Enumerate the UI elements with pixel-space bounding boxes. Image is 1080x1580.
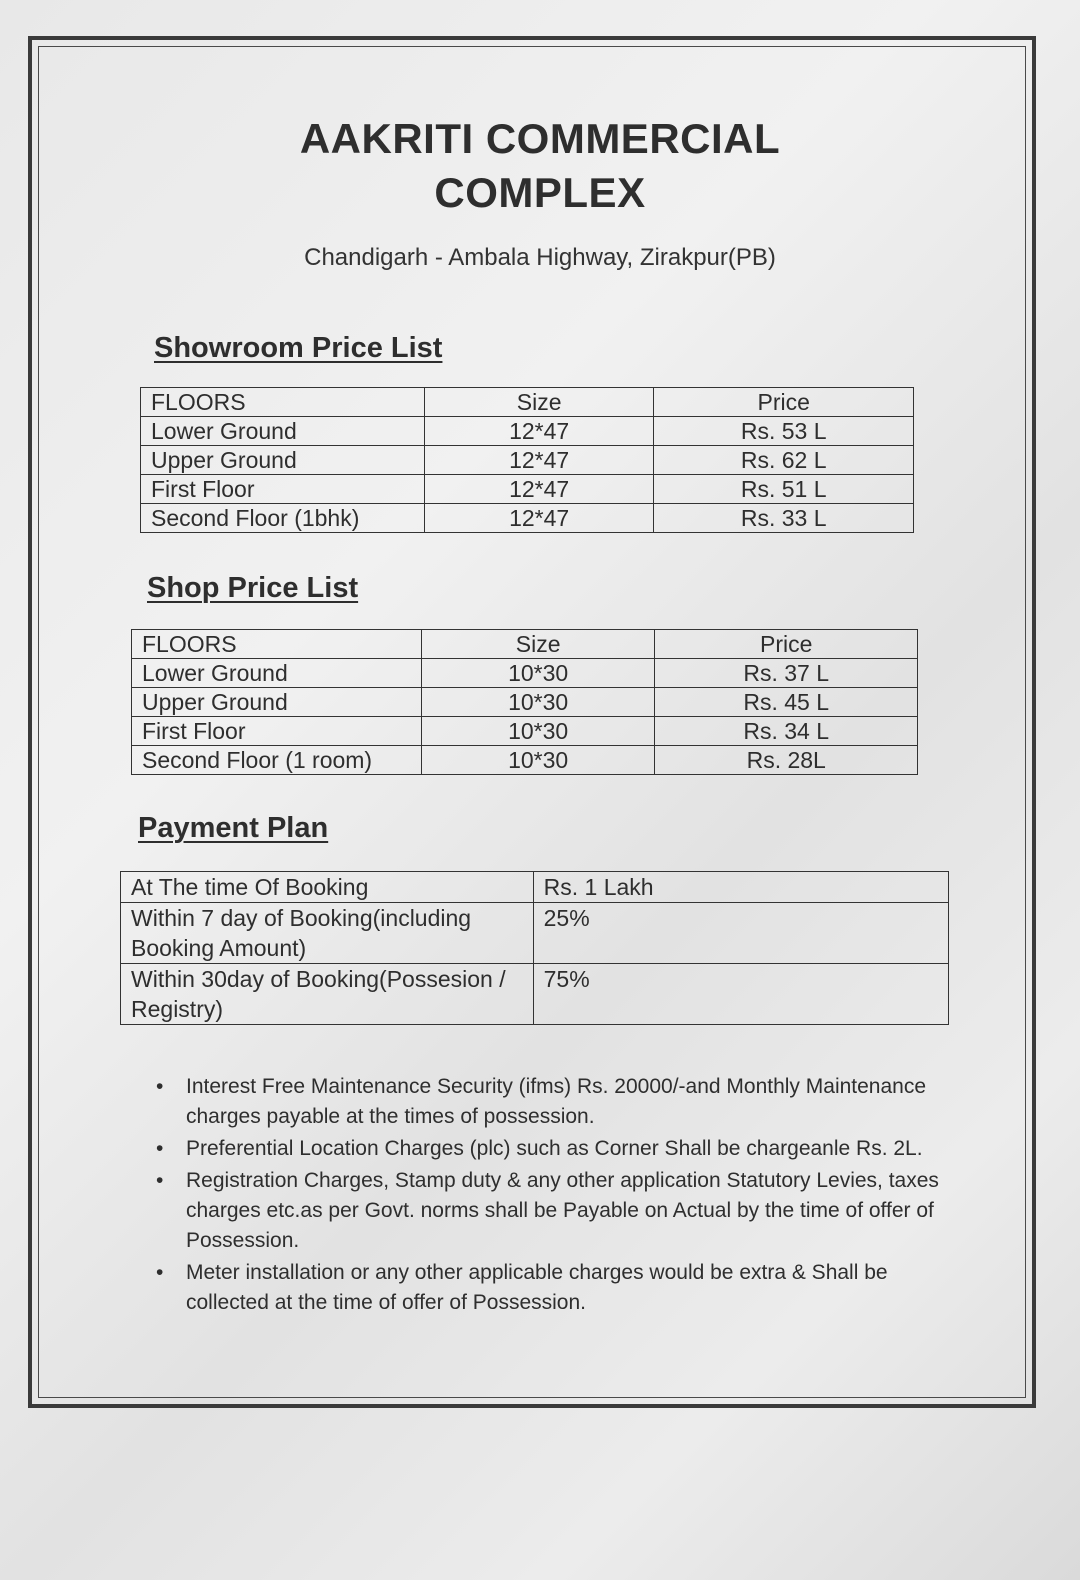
table-header-row (132, 630, 918, 659)
floor-cell: Lower Ground (141, 417, 425, 446)
bullet-icon: • (156, 1075, 164, 1098)
note-text: Preferential Location Charges (plc) such as Corner Shall be chargeanle Rs. 2L. (186, 1137, 923, 1160)
list-item (152, 1166, 952, 1256)
size-cell: 12*47 (424, 417, 654, 446)
table-row (141, 475, 914, 504)
payment-stage-cell: Within 7 day of Booking(including Booking Amount) (121, 903, 534, 964)
floor-cell: Second Floor (1bhk) (141, 504, 425, 533)
payment-stage-cell: Within 30day of Booking(Possesion / Registry) (121, 964, 534, 1025)
size-cell: 10*30 (421, 659, 655, 688)
floor-cell: Lower Ground (132, 659, 422, 688)
price-cell: Rs. 33 L (654, 504, 914, 533)
table-row (121, 964, 949, 1025)
payment-stage-cell: At The time Of Booking (121, 872, 534, 903)
floor-cell: First Floor (141, 475, 425, 504)
terms-list (152, 1072, 952, 1320)
size-cell: 12*47 (424, 504, 654, 533)
shop-heading: Shop Price List (147, 572, 359, 604)
table-row (132, 746, 918, 775)
table-row (141, 446, 914, 475)
showroom-heading: Showroom Price List (154, 332, 443, 364)
header-size: Size (424, 388, 654, 417)
header-floors: FLOORS (132, 630, 422, 659)
payment-plan-table (120, 871, 949, 1025)
address-subtitle: Chandigarh - Ambala Highway, Zirakpur(PB) (304, 244, 776, 271)
header-price: Price (654, 388, 914, 417)
floor-cell: Second Floor (1 room) (132, 746, 422, 775)
table-row (121, 872, 949, 903)
document-title (0, 112, 1080, 220)
floor-cell: Upper Ground (132, 688, 422, 717)
title-line-2: COMPLEX (434, 169, 646, 216)
shop-price-table (131, 629, 918, 775)
floor-cell: First Floor (132, 717, 422, 746)
table-row (121, 903, 949, 964)
table-row (141, 417, 914, 446)
floor-cell: Upper Ground (141, 446, 425, 475)
bullet-icon: • (156, 1137, 164, 1160)
size-cell: 12*47 (424, 446, 654, 475)
size-cell: 12*47 (424, 475, 654, 504)
table-row (132, 659, 918, 688)
list-item (152, 1072, 952, 1132)
payment-amount-cell: 75% (533, 964, 948, 1025)
header-size: Size (421, 630, 655, 659)
size-cell: 10*30 (421, 717, 655, 746)
showroom-price-table (140, 387, 914, 533)
price-cell: Rs. 53 L (654, 417, 914, 446)
note-text: Meter installation or any other applicable charges would be extra & Shall be collected at the time of offer of Possession. (186, 1261, 888, 1314)
size-cell: 10*30 (421, 688, 655, 717)
price-cell: Rs. 51 L (654, 475, 914, 504)
price-cell: Rs. 45 L (655, 688, 918, 717)
price-cell: Rs. 37 L (655, 659, 918, 688)
table-header-row (141, 388, 914, 417)
header-price: Price (655, 630, 918, 659)
note-text: Interest Free Maintenance Security (ifms) Rs. 20000/-and Monthly Maintenance charges payable at the times of possession. (186, 1075, 927, 1128)
price-cell: Rs. 62 L (654, 446, 914, 475)
payment-amount-cell: 25% (533, 903, 948, 964)
price-cell: Rs. 34 L (655, 717, 918, 746)
bullet-icon: • (156, 1169, 164, 1192)
payment-plan-heading: Payment Plan (138, 812, 329, 844)
table-row (132, 688, 918, 717)
size-cell: 10*30 (421, 746, 655, 775)
header-floors: FLOORS (141, 388, 425, 417)
note-text: Registration Charges, Stamp duty & any other application Statutory Levies, taxes charges etc.as per Govt. norms shall be Payable on Actual by the time of offer of Possession. (186, 1169, 939, 1252)
bullet-icon: • (156, 1261, 164, 1284)
table-row (132, 717, 918, 746)
list-item (152, 1258, 952, 1318)
payment-amount-cell: Rs. 1 Lakh (533, 872, 948, 903)
table-row (141, 504, 914, 533)
price-cell: Rs. 28L (655, 746, 918, 775)
list-item (152, 1134, 952, 1164)
title-line-1: AAKRITI COMMERCIAL (299, 115, 781, 162)
